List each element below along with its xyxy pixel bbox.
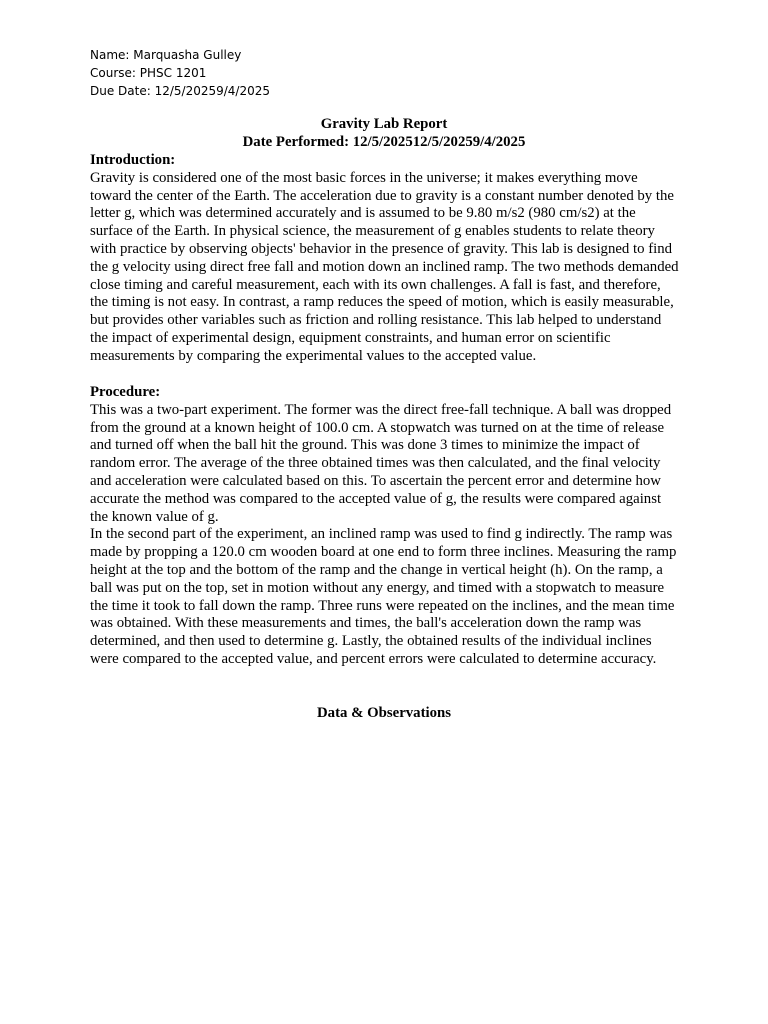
course-code: Course: PHSC 1201 — [90, 66, 207, 80]
introduction-paragraph: Gravity is considered one of the most basic forces in the universe; it makes everything move toward the center of the Earth. The acceleration due to gravity is a constant number denoted by the letter g, which was determined accurately and is assumed to be 9.80 m/s2 (980 cm/s2) at the surface of the Earth. In physical science, the measurement of g enables students to relate theory with practice by observing objects' behavior in the presence of gravity. This lab is designed to find the g velocity using direct free fall and motion down an inclined ramp. The two methods demanded close timing and careful measurement, each with its own challenges. A fall is fast, and therefore, the timing is not easy. In contrast, a ramp reduces the speed of motion, which is easily measurable, but provides other variables such as friction and rolling resistance. This lab helped to understand the impact of experimental design, equipment constraints, and human error on scientific measurements by comparing the experimental values to the accepted value. — [90, 169, 679, 364]
procedure-paragraph-1: This was a two-part experiment. The former was the direct free-fall technique. A ball was dropped from the ground at a known height of 100.0 cm. A stopwatch was turned on at the time of release and turned off when the ball hit the ground. This was done 3 times to minimize the impact of random error. The average of the three obtained times was then calculated, and the final velocity and acceleration were calculated based on this. To ascertain the percent error and determine how accurate the method was compared to the accepted value of g, the results were compared against the known value of g. — [90, 401, 672, 525]
introduction-section — [90, 152, 682, 366]
procedure-section — [90, 384, 682, 669]
student-info-header — [90, 46, 270, 100]
date-performed: Date Performed: 12/5/202512/5/20259/4/2025 — [242, 133, 526, 150]
procedure-heading: Procedure: — [90, 384, 161, 400]
data-observations-heading: Data & Observations — [317, 705, 451, 721]
student-name: Name: Marquasha Gulley — [90, 48, 242, 62]
due-date: Due Date: 12/5/20259/4/2025 — [90, 84, 271, 98]
introduction-heading: Introduction: — [90, 152, 176, 168]
report-title: Gravity Lab Report — [320, 116, 448, 132]
report-title-block — [90, 116, 678, 152]
procedure-paragraph-2: In the second part of the experiment, an inclined ramp was used to find g indirectly. The ramp was made by propping a 120.0 cm wooden board at one end to form three inclines. Measuring the ramp height at the top and the bottom of the ramp and the change in vertical height (h). On the ramp, a ball was put on the top, set in motion without any energy, and timed with a stopwatch to measure the time it took to fall down the ramp. Three runs were repeated on the inclines, and the mean time was obtained. With these measurements and times, the ball's acceleration down the ramp was determined, and then used to determine g. Lastly, the obtained results of the individual inclines were compared to the accepted value, and percent errors were calculated to determine accuracy. — [90, 526, 677, 667]
